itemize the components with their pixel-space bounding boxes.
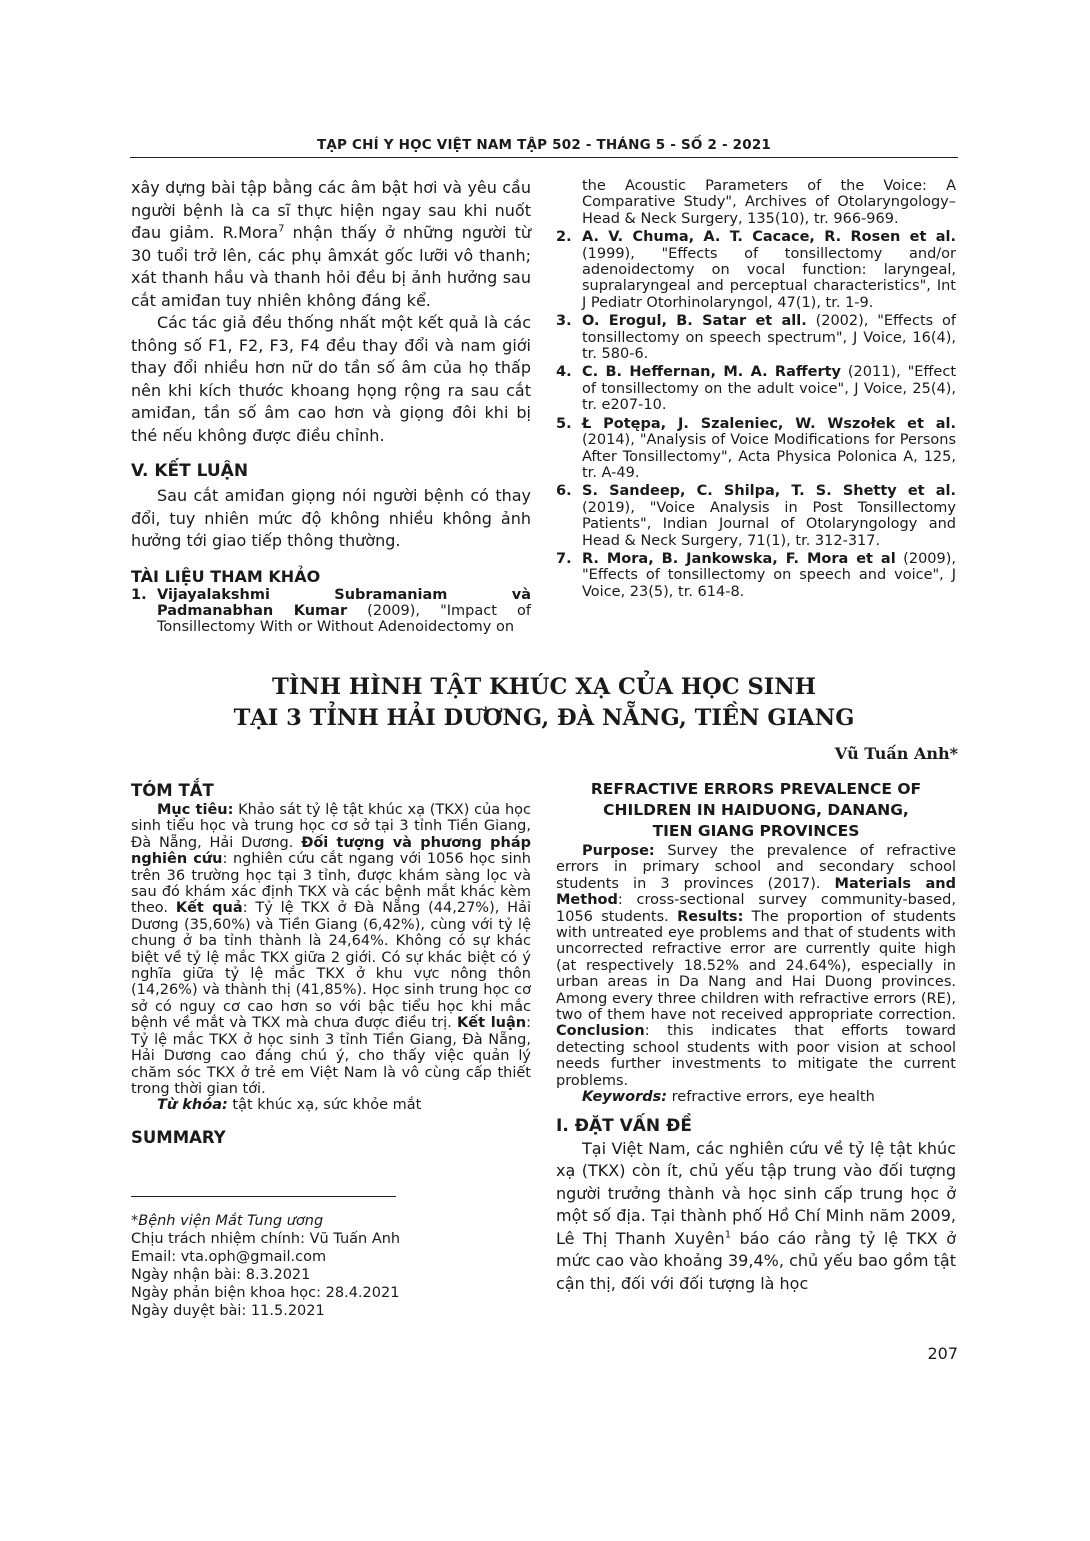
- text: Survey the prevalence of refractive errors in primary school and secondary school students in 3 provinces (2017).: [556, 843, 956, 892]
- label: Conclusion: [556, 1023, 645, 1040]
- reference-number: 2.: [556, 229, 572, 246]
- footnote-divider: [131, 1196, 396, 1197]
- received-date: Ngày nhận bài: 8.3.2021: [131, 1267, 311, 1283]
- abstract-en-body: [556, 843, 956, 1089]
- article-title-line: TẠI 3 TỈNH HẢI DƯƠNG, ĐÀ NẴNG, TIỀN GIANG: [233, 705, 855, 731]
- reference-text: (2011), "Effect of tonsillectomy on the adult voice", J Voice, 25(4), tr. e207-10.: [582, 364, 957, 414]
- abstract-vi-heading: TÓM TẮT: [131, 781, 214, 800]
- right-column-bottom: [556, 779, 956, 1295]
- intro-text: báo cáo rằng tỷ lệ TKX ở mức cao vào khoảng 39,4%, chủ yếu bao gồm tật cận thị, đối với đối tượng là học: [556, 1228, 956, 1293]
- text: : this indicates that efforts toward detecting school students with poor vision at school needs further investments to mitigate the current problems.: [556, 1023, 956, 1089]
- reference-number: 6.: [556, 483, 572, 500]
- email: Email: vta.oph@gmail.com: [131, 1249, 327, 1265]
- footnote: [131, 1212, 531, 1320]
- reference-authors: O. Erogul, B. Satar et all.: [582, 313, 807, 330]
- reference-list-right: [556, 229, 956, 600]
- keywords-text: refractive errors, eye health: [667, 1089, 875, 1106]
- reference-number: 5.: [556, 415, 572, 432]
- keywords-text: tật khúc xạ, sức khỏe mắt: [227, 1097, 422, 1114]
- reference-text: (2014), "Analysis of Voice Modifications for Persons After Tonsillectomy", Acta Physica Polonica A, 125, tr. A-49.: [582, 432, 956, 481]
- reference-text: (1999), "Effects of tonsillectomy and/or adenoidectomy on vocal function: laryngeal, supralaryngeal and perceptual characteristics", Int J Pediatr Otorhinolaryngol, 47(1), tr. 1-9.: [582, 245, 956, 311]
- reference-item: [556, 483, 956, 549]
- responsible-author: Chịu trách nhiệm chính: Vũ Tuấn Anh: [131, 1231, 401, 1247]
- label: Kết luận: [457, 1015, 527, 1032]
- reference-authors: Vijayalakshmi Subramaniam và Padmanabhan Kumar: [157, 586, 531, 619]
- right-column-top: [556, 178, 956, 602]
- article-title-line: TÌNH HÌNH TẬT KHÚC XẠ CỦA HỌC SINH: [271, 674, 817, 700]
- intro-text: Tại Việt Nam, các nghiên cứu về tỷ lệ tật khúc xạ (TKX) còn ít, chủ yếu tập trung vào đối tượng người trưởng thành và học sinh cấp trung học ở một số địa. Tại thành phố Hồ Chí Minh năm 2009, Lê Thị Thanh Xuyên: [556, 1138, 956, 1248]
- text: : Tỷ lệ mắc TKX ở học sinh 3 tỉnh Tiền Giang, Đà Nẵng, Hải Dương cao đáng chú ý, cho thấy việc quản lý chăm sóc TKX ở trẻ em Việt Nam là vô cùng cấp thiết trong thời gian tới.: [131, 1015, 531, 1097]
- reference-number: 1.: [131, 586, 147, 603]
- affiliation: *Bệnh viện Mắt Tung ương: [131, 1213, 324, 1229]
- abstract-vi-body: [131, 802, 531, 1097]
- summary-heading: SUMMARY: [131, 1127, 226, 1147]
- references-heading: TÀI LIỆU THAM KHẢO: [131, 566, 321, 586]
- reference-item: [556, 313, 956, 362]
- reference-authors: C. B. Heffernan, M. A. Rafferty: [582, 364, 841, 381]
- reference-item: [556, 229, 956, 311]
- text: The proportion of students with untreated eye problems and that of students with uncorrected refractive error are currently quite high (at respectively 18.52% and 24.64%), especially in urban areas in Da Nang and Hai Duong provinces. Among every three children with refractive errors (RE), two of them have not received appropriate correction.: [556, 908, 956, 1024]
- reference-item: [556, 416, 956, 482]
- author-name: Vũ Tuấn Anh*: [834, 744, 958, 763]
- label: Mục tiêu:: [157, 802, 234, 818]
- keywords-label: Keywords:: [582, 1089, 668, 1106]
- reference-authors: S. Sandeep, C. Shilpa, T. S. Shetty et al.: [582, 483, 956, 500]
- label: Kết quả: [175, 900, 243, 917]
- citation-sup: 7: [278, 223, 285, 235]
- intro-heading: I. ĐẶT VẤN ĐỀ: [556, 1115, 692, 1136]
- reviewed-date: Ngày phản biện khoa học: 28.4.2021: [131, 1285, 400, 1301]
- label: Materials and Method: [556, 875, 957, 909]
- abstract-vi-keywords: [131, 1097, 531, 1113]
- citation-sup: 1: [724, 1229, 732, 1241]
- article-title: [130, 672, 958, 734]
- left-column-bottom: [131, 781, 531, 1147]
- page-number: 207: [927, 1344, 958, 1363]
- reference-authors: A. V. Chuma, A. T. Cacace, R. Rosen et al.: [582, 229, 956, 246]
- english-title: [556, 779, 956, 842]
- reference-list-left: [131, 587, 531, 636]
- abstract-en-keywords: [556, 1089, 956, 1105]
- reference-text: (2009), "Impact of Tonsillectomy With or Without Adenoidectomy on: [157, 602, 531, 636]
- paragraph-text: xây dựng bài tập bằng các âm bật hơi và yêu cầu người bệnh là ca sĩ thực hiện ngay sau khi nuốt đau giảm. R.Mora: [131, 178, 531, 242]
- reference-item: [556, 551, 956, 600]
- reference-number: 3.: [556, 313, 572, 330]
- reference-authors: Ł Potępa, J. Szaleniec, W. Wszołek et al.: [582, 415, 956, 432]
- journal-header: TẠP CHÍ Y HỌC VIỆT NAM TẬP 502 - THÁNG 5 - SỐ 2 - 2021: [130, 137, 958, 158]
- text: : Tỷ lệ TKX ở Đà Nẵng (44,27%), Hải Dương (35,60%) và Tiền Giang (6,42%), cùng với tỷ lệ chung ở ba tỉnh thành là 24,64%. Không có sự khác biệt về tỷ lệ mắc TKX giữa 2 giới. Có sự khác biệt có ý nghĩa giữa tỷ lệ mắc TKX ở khu vực nông thôn (14,26%) và thành thị (41,85%). Học sinh trung học cơ sở có nguy cơ cao hơn so với bậc tiểu học khi mắc bệnh về mắt và TKX mà chưa được điều trị.: [131, 900, 531, 1032]
- english-title-line: TIEN GIANG PROVINCES: [652, 822, 860, 840]
- reference-item: [131, 587, 531, 636]
- label: Results:: [677, 908, 744, 925]
- reference-number: 4.: [556, 364, 572, 381]
- reference-text: (2002), "Effects of tonsillectomy on speech spectrum", J Voice, 16(4), tr. 580-6.: [582, 313, 956, 363]
- reference-text: (2019), "Voice Analysis in Post Tonsillectomy Patients", Indian Journal of Otolaryngology and Head & Neck Surgery, 71(1), tr. 312-317.: [582, 499, 956, 549]
- reference-item: [556, 364, 956, 413]
- english-title-line: CHILDREN IN HAIDUONG, DANANG,: [603, 801, 909, 819]
- reference-continuation: the Acoustic Parameters of the Voice: A Comparative Study", Archives of Otolaryngology–Head & Neck Surgery, 135(10), tr. 966-969.: [582, 178, 956, 227]
- label: Purpose:: [582, 843, 655, 859]
- discussion-paragraph-2: Các tác giả đều thống nhất một kết quả là các thông số F1, F2, F3, F4 đều thay đổi và nam giới thay đổi nhiều hơn nữ do tần số âm của họ thấp nên khi kích thước khoang họng rộng ra sau cắt amiđan, tần số âm cao hơn và giọng đôi khi bị thé nếu không được điều chỉnh.: [131, 313, 531, 445]
- keywords-label: Từ khóa:: [157, 1097, 228, 1114]
- reference-number: 7.: [556, 550, 572, 567]
- conclusion-heading: V. KẾT LUẬN: [131, 461, 249, 481]
- reference-text: (2009), "Effects of tonsillectomy on speech and voice", J Voice, 23(5), tr. 614-8.: [582, 550, 957, 600]
- text: : nghiên cứu cắt ngang với 1056 học sinh trên 36 trường học tại 3 tỉnh, được khám sàng lọc và sau đó khám xác định TKX và các bệnh mắt khác kèm theo.: [131, 851, 531, 917]
- text: Khảo sát tỷ lệ tật khúc xạ (TKX) của học sinh tiểu học và trung học cơ sở tại 3 tỉnh Tiền Giang, Đà Nẵng, Hải Dương.: [131, 802, 531, 851]
- left-column-top: [131, 177, 531, 638]
- intro-paragraph: [556, 1138, 956, 1296]
- approved-date: Ngày duyệt bài: 11.5.2021: [131, 1303, 325, 1319]
- reference-authors: R. Mora, B. Jankowska, F. Mora et al: [582, 550, 896, 567]
- discussion-paragraph-1: [131, 177, 531, 312]
- label: Đối tượng và phương pháp nghiên cứu: [131, 834, 532, 868]
- conclusion-text: Sau cắt amiđan giọng nói người bệnh có thay đổi, tuy nhiên mức độ không nhiều không ảnh hưởng tới giao tiếp thông thường.: [131, 486, 531, 550]
- text: : cross-sectional survey community-based, 1056 students.: [556, 892, 956, 925]
- paragraph-text: nhận thấy ở những người từ 30 tuổi trở lên, các phụ âmxát gốc lưỡi vô thanh; xát thanh hầu và thanh hỏi đều bị ảnh hưởng sau cắt amiđan tuy nhiên không đáng kể.: [131, 223, 531, 310]
- english-title-line: REFRACTIVE ERRORS PREVALENCE OF: [590, 780, 922, 798]
